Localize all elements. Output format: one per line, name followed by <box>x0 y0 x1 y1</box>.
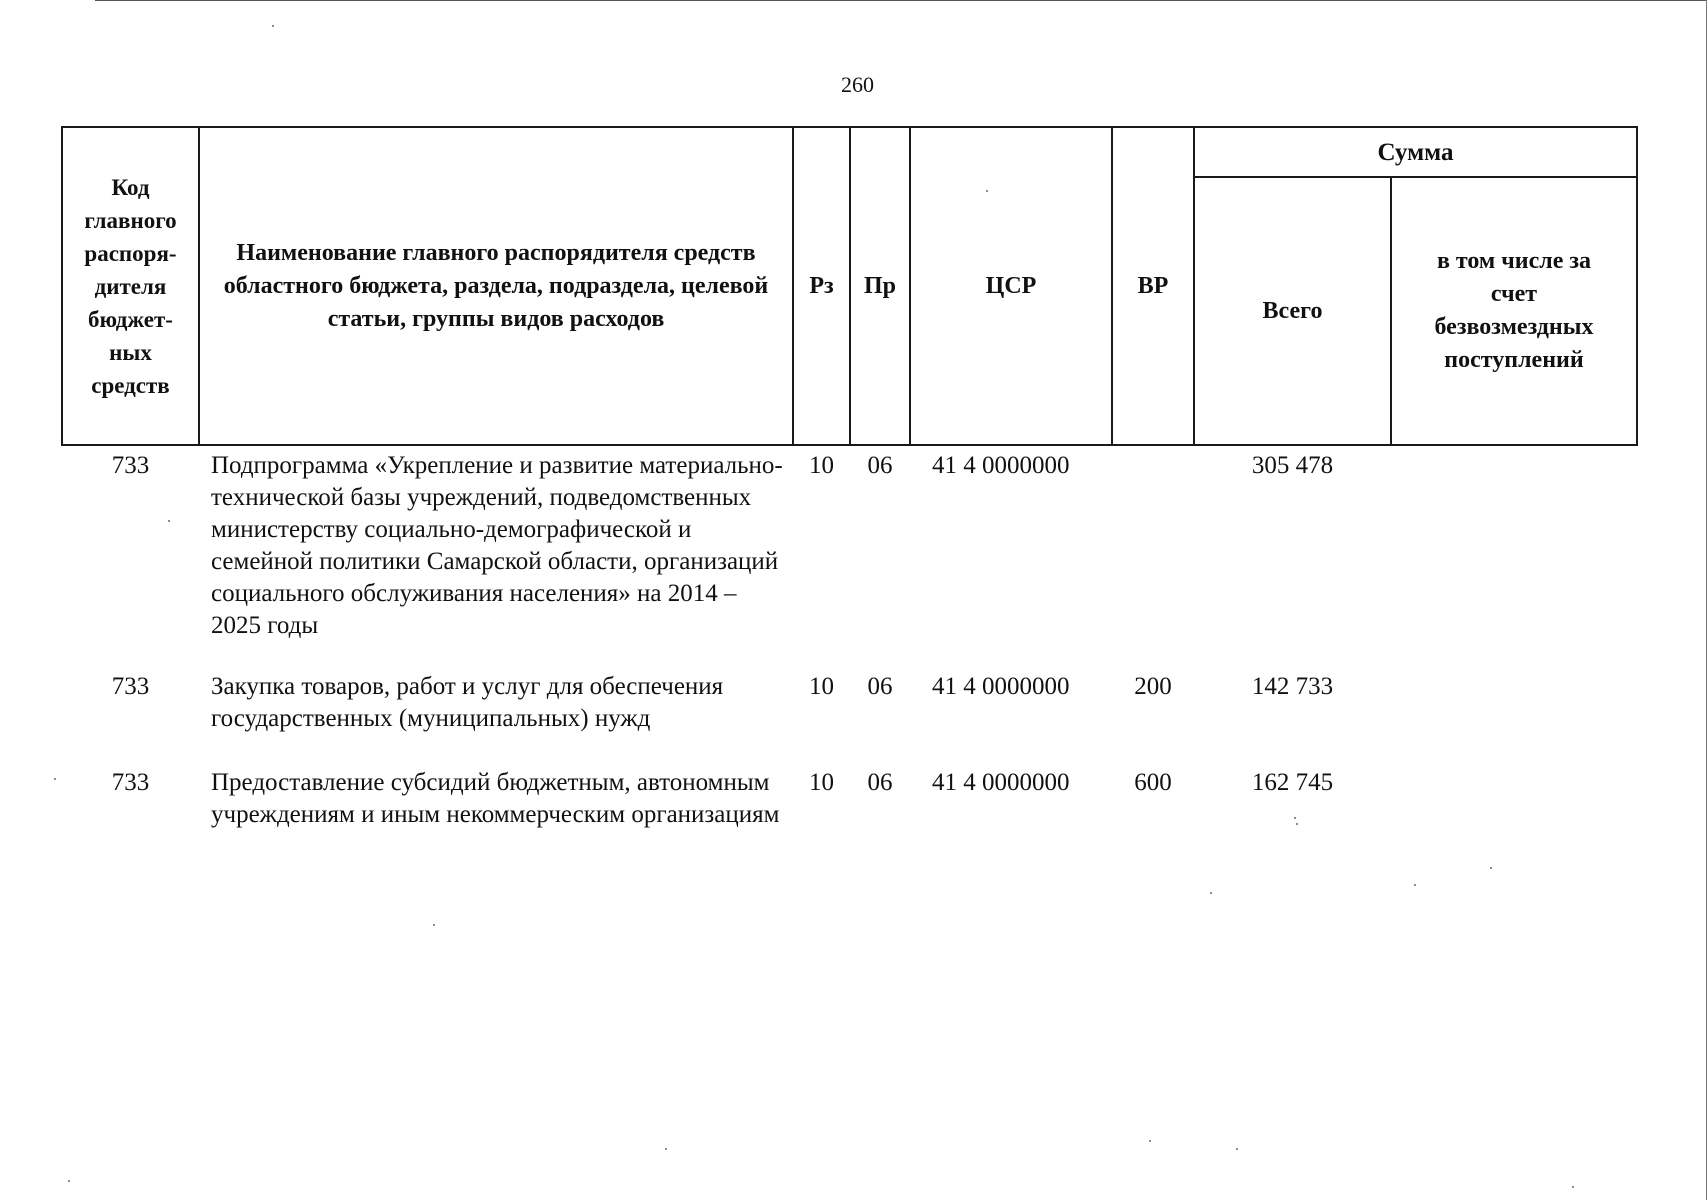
scan-speck <box>1236 1148 1238 1150</box>
header-csr-label: ЦСР <box>985 272 1037 299</box>
row-name: Закупка товаров, работ и услуг для обеспечения государственных (муниципальных) нужд <box>211 673 724 732</box>
row-pr: 06 <box>867 769 893 796</box>
scan-speck <box>1490 867 1492 869</box>
row-pr: 06 <box>867 452 893 479</box>
table-row <box>62 767 1637 863</box>
row-csr: 41 4 0000000 <box>932 769 1070 796</box>
row-rz: 10 <box>809 673 834 700</box>
row-name: Предоставление субсидий бюджетным, автономным учреждениям и иным некоммерческим организациям <box>211 769 780 828</box>
header-free-label: в том числе за счет безвозмездных поступлений <box>1434 248 1594 373</box>
header-row-1 <box>62 127 1637 177</box>
row-code: 733 <box>111 673 150 700</box>
scan-speck <box>1572 1186 1574 1188</box>
scan-speck <box>1414 884 1416 886</box>
row-total: 305 478 <box>1251 452 1334 479</box>
row-code: 733 <box>111 452 150 479</box>
header-sum <box>1194 127 1637 177</box>
header-code-label: Код главного распоря-дителя бюджет-ных средств <box>84 174 177 398</box>
table-row <box>62 671 1637 767</box>
scan-speck <box>433 924 435 926</box>
row-code: 733 <box>111 769 150 796</box>
row-pr: 06 <box>867 673 893 700</box>
row-rz: 10 <box>809 452 834 479</box>
scan-speck <box>1294 817 1296 819</box>
row-name: Подпрограмма «Укрепление и развитие материально-технической базы учреждений, подведомственных министерству социально-демографической и семейной политики Самарской области, организаций социального обслуживания населения» на 2014 – 2025 годы <box>211 452 783 639</box>
header-rz-label: Рз <box>809 272 834 299</box>
scan-speck <box>272 25 274 27</box>
scan-speck <box>986 190 988 192</box>
row-total: 162 745 <box>1251 769 1334 796</box>
row-vr <box>1112 445 1194 671</box>
scan-speck <box>68 1180 70 1182</box>
row-rz: 10 <box>809 769 834 796</box>
row-vr: 600 <box>1134 769 1172 796</box>
header-total-label: Всего <box>1262 297 1323 324</box>
page-number: 260 <box>841 72 874 97</box>
table-body <box>62 445 1637 863</box>
row-csr: 41 4 0000000 <box>932 452 1070 479</box>
header-free <box>1391 177 1637 445</box>
scan-speck <box>1296 823 1298 825</box>
budget-table <box>61 126 1638 863</box>
header-code <box>62 127 199 445</box>
scan-speck <box>1210 892 1212 894</box>
header-csr <box>910 127 1112 445</box>
row-csr: 41 4 0000000 <box>932 673 1070 700</box>
row-free <box>1391 767 1637 863</box>
scan-speck <box>1149 1140 1151 1142</box>
row-total: 142 733 <box>1251 673 1334 700</box>
table-row <box>62 445 1637 671</box>
header-sum-label: Сумма <box>1377 138 1454 166</box>
scan-speck <box>54 778 56 780</box>
table-header <box>62 127 1637 445</box>
header-name-label: Наименование главного распорядителя средств областного бюджета, раздела, подраздела, целевой статьи, группы видов расходов <box>223 239 769 332</box>
header-total <box>1194 177 1391 445</box>
row-free <box>1391 671 1637 767</box>
header-rz <box>793 127 850 445</box>
scan-speck <box>168 520 170 522</box>
scan-speck <box>665 1148 667 1150</box>
header-name <box>199 127 793 445</box>
scan-edge-top <box>95 0 1707 1</box>
row-vr: 200 <box>1134 673 1172 700</box>
header-pr-label: Пр <box>863 272 896 299</box>
header-vr-label: ВР <box>1137 272 1169 299</box>
row-free <box>1391 445 1637 671</box>
header-pr <box>850 127 910 445</box>
header-vr <box>1112 127 1194 445</box>
